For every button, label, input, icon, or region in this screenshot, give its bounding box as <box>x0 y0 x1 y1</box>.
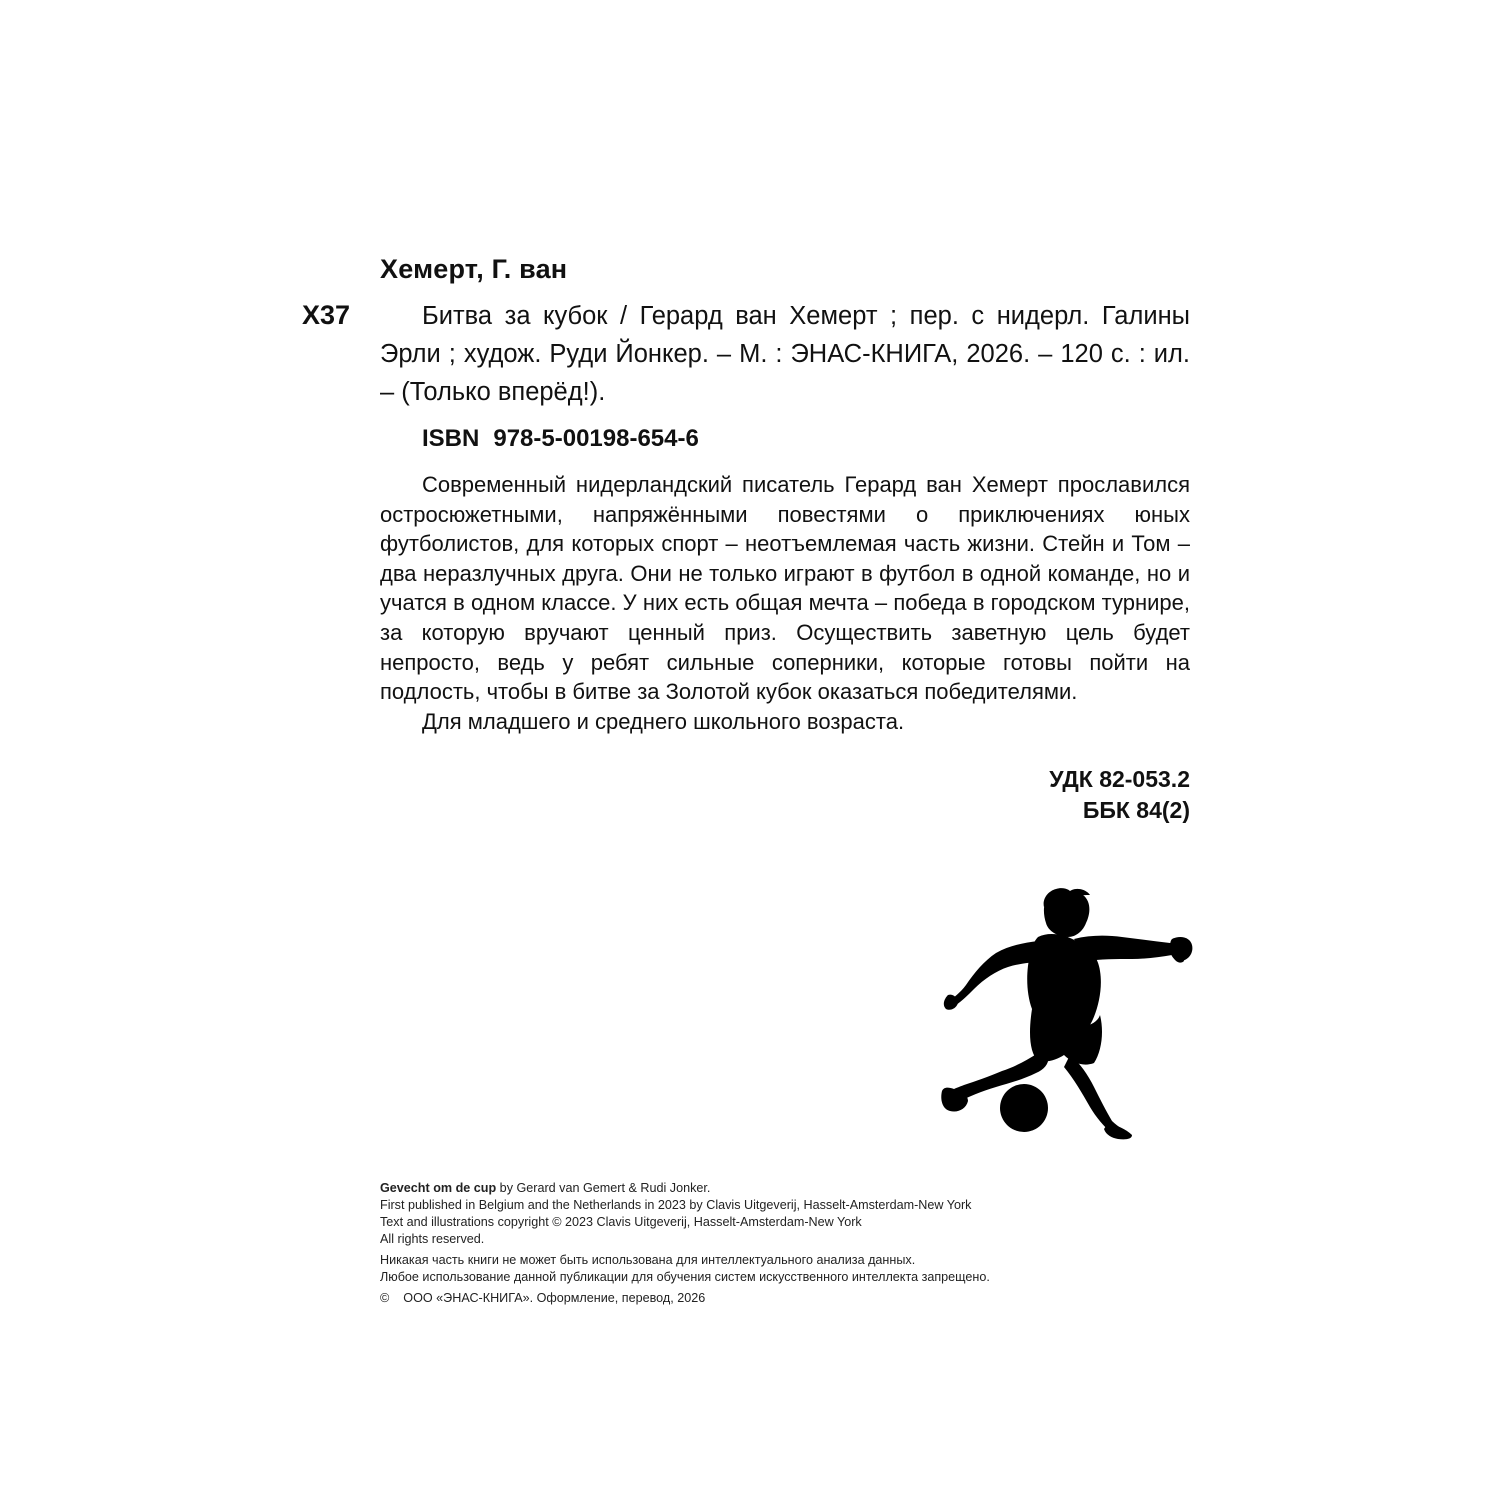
original-title: Gevecht om de cup <box>380 1181 497 1195</box>
soccer-player-silhouette-image <box>940 885 1200 1140</box>
soccer-ball-icon <box>1000 1084 1048 1132</box>
classification-codes <box>1049 764 1190 826</box>
author-heading: Хемерт, Г. ван <box>380 254 568 284</box>
copyright-line: Text and illustrations copyright © 2023 Clavis Uitgeverij, Hasselt-Amsterdam-New York <box>380 1215 862 1229</box>
isbn-value: 978-5-00198-654-6 <box>493 425 699 452</box>
original-credit-line <box>380 1180 1140 1197</box>
isbn-label: ISBN <box>422 425 480 452</box>
annotation-text: Современный нидерландский писатель Герард ван Хемерт прославился остросюжетными, напряжёнными повестями о приключениях юных футболистов, для которых спорт – неотъемлемая часть жизни. Стейн и Том – два неразлучных друга. Они не только играют в футбол в одной команде, но и учатся в одном классе. У них есть общая мечта – победа в городском турнире, за которую вручают ценный приз. Осуществить заветную цель будет непросто, ведь у ребят сильные соперники, которые готовы пойти на подлость, чтобы в битве за Золотой кубок оказаться победителями. <box>380 472 1190 705</box>
bbk-code: ББК 84(2) <box>1082 797 1190 823</box>
age-note: Для младшего и среднего школьного возраста. <box>422 708 905 734</box>
isbn-line <box>422 425 699 453</box>
original-credit: by Gerard van Gemert & Rudi Jonker. <box>496 1181 711 1195</box>
publisher-copyright-line <box>380 1290 1140 1307</box>
ai-notice-line-1: Никакая часть книги не может быть использована для интеллектуального анализа данных. <box>380 1253 916 1267</box>
ai-notice-line-2: Любое использование данной публикации для обучения систем искусственного интеллекта запрещено. <box>380 1270 990 1284</box>
publisher-copyright: ООО «ЭНАС-КНИГА». Оформление, перевод, 2026 <box>403 1291 706 1305</box>
copyright-symbol: © <box>380 1291 390 1305</box>
rights-line: All rights reserved. <box>380 1232 485 1246</box>
imprint-block <box>380 1180 1140 1307</box>
first-published-line: First published in Belgium and the Netherlands in 2023 by Clavis Uitgeverij, Hasselt-Amsterdam-New York <box>380 1198 972 1212</box>
classification-code: Х37 <box>302 300 351 330</box>
annotation <box>380 470 1190 736</box>
udk-code: УДК 82-053.2 <box>1049 766 1190 792</box>
bibliographic-record: Битва за кубок / Герард ван Хемерт ; пер. с нидерл. Галины Эрли ; худож. Руди Йонкер. – М. : ЭНАС-КНИГА, 2026. – 120 с. : ил. – (Только вперёд!). <box>380 302 1190 406</box>
